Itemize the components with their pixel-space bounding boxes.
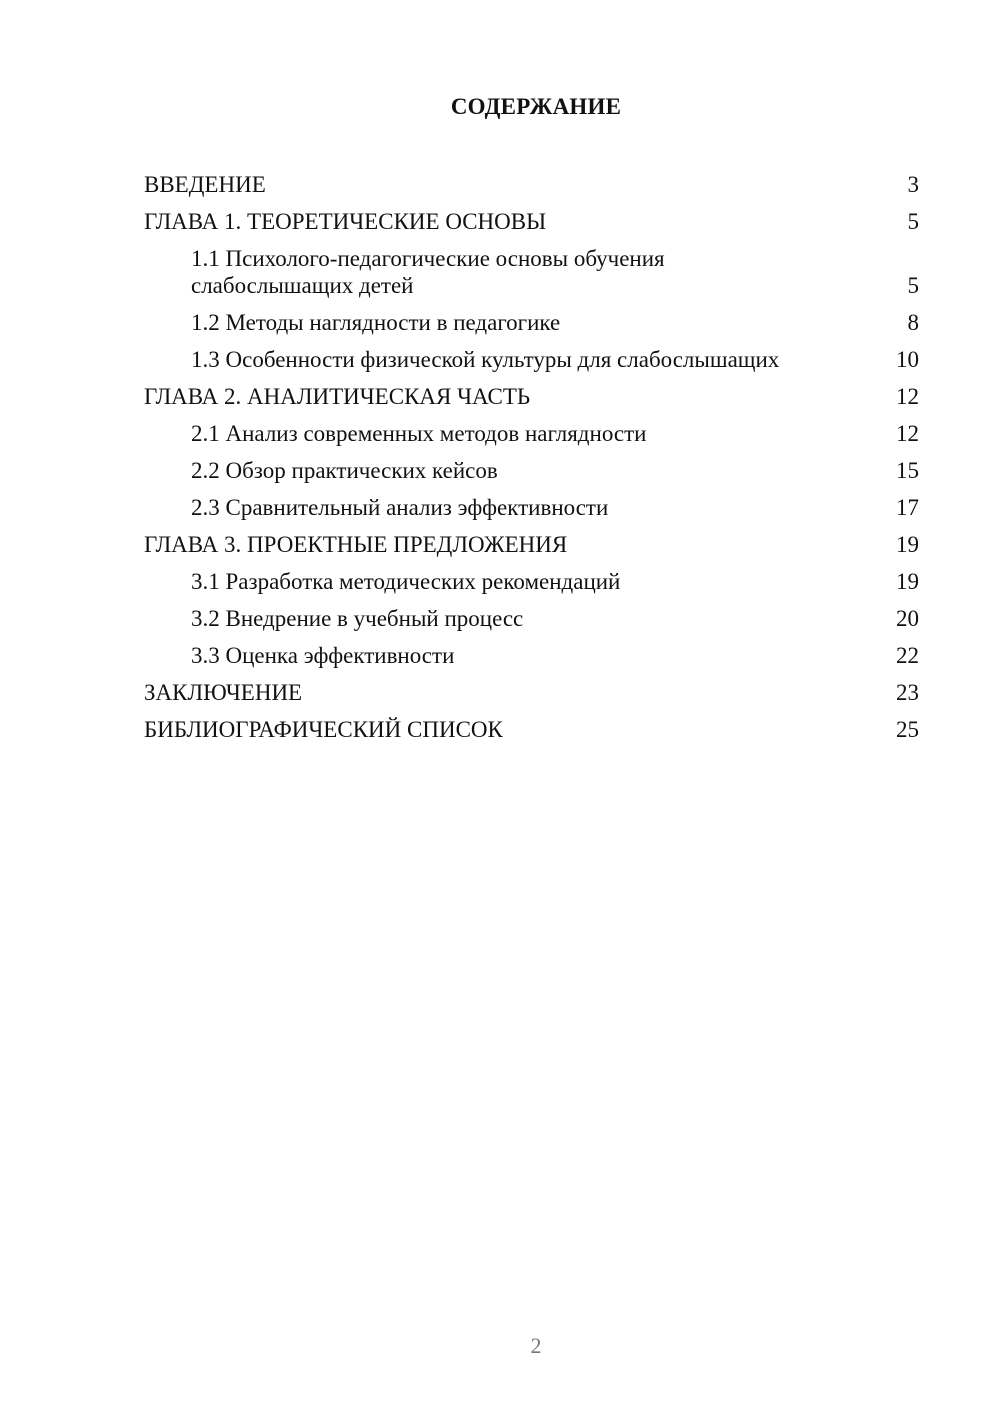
toc-entry-label: БИБЛИОГРАФИЧЕСКИЙ СПИСОК — [144, 717, 503, 742]
toc-entry-section-1-1[interactable] — [144, 242, 919, 306]
toc-entry-label: 2.1 Анализ современных методов наглядности — [191, 421, 647, 446]
toc-entry-page: 3 — [907, 172, 919, 197]
toc-entry-section-3-1[interactable] — [144, 565, 919, 602]
toc-entry-section-1-2[interactable] — [144, 306, 919, 343]
toc-entry-page: 22 — [896, 643, 919, 668]
toc-entry-label: 1.1 Психолого-педагогические основы обучения слабослышащих детей — [191, 246, 665, 298]
toc-entry-page: 19 — [896, 569, 919, 594]
table-of-contents — [144, 168, 919, 750]
toc-entry-label: ГЛАВА 2. АНАЛИТИЧЕСКАЯ ЧАСТЬ — [144, 384, 531, 409]
toc-entry-page: 20 — [896, 606, 919, 631]
toc-entry-label: ГЛАВА 1. ТЕОРЕТИЧЕСКИЕ ОСНОВЫ — [144, 209, 547, 234]
toc-entry-page: 12 — [896, 421, 919, 446]
toc-entry-page: 17 — [896, 495, 919, 520]
toc-entry-section-2-2[interactable] — [144, 454, 919, 491]
toc-entry-label: 3.2 Внедрение в учебный процесс — [191, 606, 524, 631]
toc-entry-section-1-3[interactable] — [144, 343, 919, 380]
toc-entry-chapter-1[interactable] — [144, 205, 919, 242]
toc-entry-page: 15 — [896, 458, 919, 483]
page-title: СОДЕРЖАНИЕ — [450, 94, 622, 119]
toc-entry-section-3-2[interactable] — [144, 602, 919, 639]
toc-entry-label: 1.3 Особенности физической культуры для слабослышащих — [191, 347, 780, 372]
toc-entry-page: 5 — [907, 273, 919, 298]
toc-entry-label: 2.2 Обзор практических кейсов — [191, 458, 498, 483]
toc-entry-label: 3.1 Разработка методических рекомендаций — [191, 569, 621, 594]
toc-entry-page: 25 — [896, 717, 919, 742]
toc-entry-introduction[interactable] — [144, 168, 919, 205]
toc-entry-section-3-3[interactable] — [144, 639, 919, 676]
toc-entry-label: 1.2 Методы наглядности в педагогике — [191, 310, 561, 335]
toc-entry-chapter-3[interactable] — [144, 528, 919, 565]
toc-entry-page: 23 — [896, 680, 919, 705]
toc-entry-label: ЗАКЛЮЧЕНИЕ — [144, 680, 303, 705]
toc-entry-page: 19 — [896, 532, 919, 557]
toc-entry-page: 10 — [896, 347, 919, 372]
toc-entry-page: 12 — [896, 384, 919, 409]
page-number: 2 — [530, 1333, 542, 1358]
toc-entry-chapter-2[interactable] — [144, 380, 919, 417]
toc-entry-bibliography[interactable] — [144, 713, 919, 750]
toc-entry-section-2-1[interactable] — [144, 417, 919, 454]
toc-entry-page: 5 — [907, 209, 919, 234]
toc-entry-page: 8 — [907, 310, 919, 335]
toc-entry-section-2-3[interactable] — [144, 491, 919, 528]
toc-entry-label: ВВЕДЕНИЕ — [144, 172, 266, 197]
toc-entry-label: ГЛАВА 3. ПРОЕКТНЫЕ ПРЕДЛОЖЕНИЯ — [144, 532, 568, 557]
toc-entry-conclusion[interactable] — [144, 676, 919, 713]
toc-entry-label: 3.3 Оценка эффективности — [191, 643, 455, 668]
toc-entry-label: 2.3 Сравнительный анализ эффективности — [191, 495, 609, 520]
